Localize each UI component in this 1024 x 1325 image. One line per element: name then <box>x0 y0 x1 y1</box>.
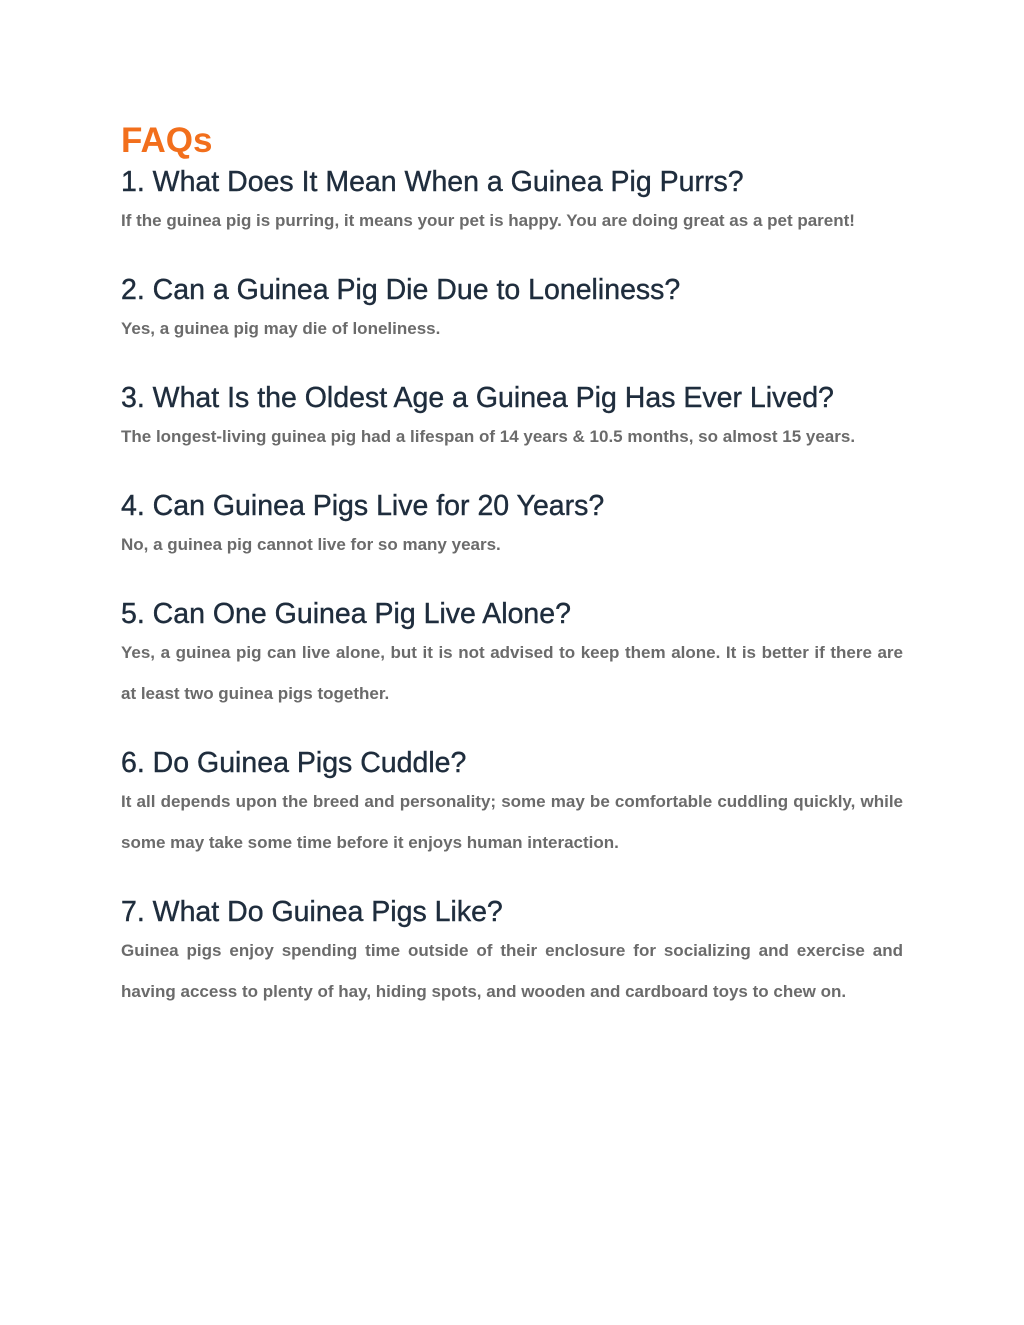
faq-item-1 <box>121 165 903 241</box>
section-gap <box>121 241 903 273</box>
faq-question: 5. Can One Guinea Pig Live Alone? <box>121 598 571 630</box>
faq-question: 7. What Do Guinea Pigs Like? <box>121 896 503 928</box>
faq-question: 3. What Is the Oldest Age a Guinea Pig Has Ever Lived? <box>121 382 834 414</box>
faq-item-5 <box>121 597 903 714</box>
faq-item-2 <box>121 273 903 349</box>
section-gap <box>121 863 903 895</box>
faq-item-4 <box>121 489 903 565</box>
section-gap <box>121 349 903 381</box>
section-gap <box>121 714 903 746</box>
faq-item-6 <box>121 746 903 863</box>
faq-question: 1. What Does It Mean When a Guinea Pig Purrs? <box>121 166 744 198</box>
faq-answer: It all depends upon the breed and personality; some may be comfortable cuddling quickly, while some may take some time before it enjoys human interaction. <box>121 792 903 852</box>
faq-item-3 <box>121 381 903 457</box>
faq-answer: If the guinea pig is purring, it means your pet is happy. You are doing great as a pet parent! <box>121 211 855 230</box>
faq-answer: The longest-living guinea pig had a lifespan of 14 years & 10.5 months, so almost 15 years. <box>121 427 856 446</box>
document-body <box>121 117 903 1012</box>
faq-answer: Yes, a guinea pig may die of loneliness. <box>121 319 441 338</box>
faq-question: 4. Can Guinea Pigs Live for 20 Years? <box>121 490 605 522</box>
faq-answer: Yes, a guinea pig can live alone, but it is not advised to keep them alone. It is better if there are at least two guinea pigs together. <box>121 643 903 703</box>
section-gap <box>121 565 903 597</box>
faq-item-7 <box>121 895 903 1012</box>
faq-question: 2. Can a Guinea Pig Die Due to Loneliness? <box>121 274 681 306</box>
faq-question: 6. Do Guinea Pigs Cuddle? <box>121 747 467 779</box>
faq-answer: Guinea pigs enjoy spending time outside of their enclosure for socializing and exercise and having access to plenty of hay, hiding spots, and wooden and cardboard toys to chew on. <box>121 941 903 1001</box>
page-title: FAQs <box>121 121 213 160</box>
faq-answer: No, a guinea pig cannot live for so many years. <box>121 535 501 554</box>
section-gap <box>121 457 903 489</box>
